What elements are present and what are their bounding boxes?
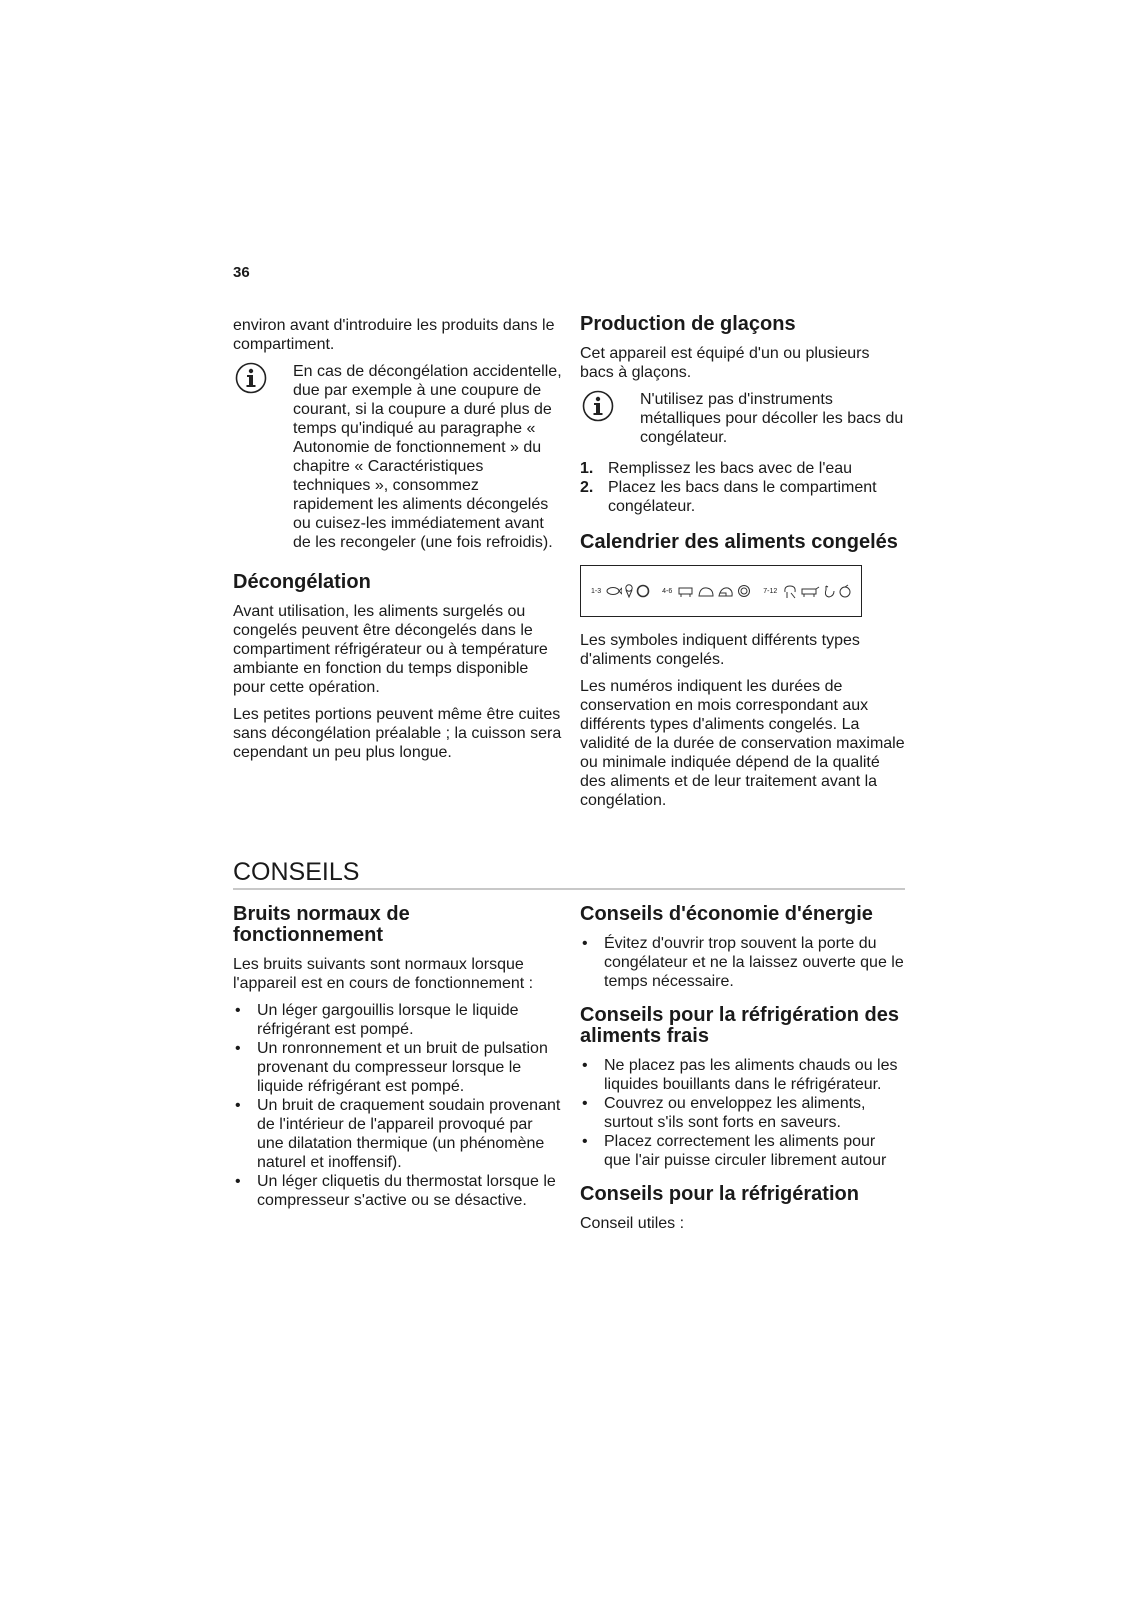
info-note-glacons [580, 390, 905, 447]
heading-bruits: Bruits normaux de fonctionnement [233, 903, 410, 946]
pie-icon [737, 584, 751, 598]
step-item [580, 459, 905, 478]
decongelation-paragraph-1: Avant utilisation, les aliments surgelés ou congelés peuvent être décongelés dans le compartiment réfrigérateur ou à température ambiante en fonction du temps disponible pour cette opération. [233, 603, 548, 696]
heading-refrigeration: Conseils pour la réfrigération [580, 1183, 859, 1205]
bullet: • [235, 1097, 241, 1114]
bullet: • [235, 1173, 241, 1190]
section-title-conseils: CONSEILS [233, 858, 905, 890]
step-item [580, 478, 905, 516]
right-column-top [580, 314, 905, 818]
decongelation-paragraph-2: Les petites portions peuvent même être cuites sans décongélation préalable ; la cuisson sera cependant un peu plus longue. [233, 706, 562, 761]
bread-icon [636, 584, 650, 598]
list-item [233, 1172, 563, 1210]
list-item-text: Évitez d'ouvrir trop souvent la porte du congélateur et ne la laissez ouverte que le temps nécessaire. [604, 935, 904, 990]
bullet: • [582, 935, 588, 952]
list-item [580, 1132, 905, 1170]
fruit-icon [838, 584, 852, 598]
bullet: • [235, 1002, 241, 1019]
glacons-steps [580, 459, 905, 516]
bruits-list [233, 1001, 563, 1210]
list-item [233, 1001, 563, 1039]
energie-list [580, 934, 905, 991]
left-column-bottom [233, 904, 563, 1224]
vegetables-icon [782, 584, 798, 599]
step-text: Remplissez les bacs avec de l'eau [608, 460, 853, 477]
info-icon [580, 390, 640, 447]
pig-icon [677, 585, 695, 598]
page-number: 36 [233, 264, 250, 281]
calendrier-paragraph-2: Les numéros indiquent les durées de conservation en mois correspondant aux différents types d'aliments congelés. La validité de la durée de conservation maximale ou minimale indiquée dépend de la qualité des aliments et de leur traitement avant la congélation. [580, 678, 905, 809]
step-number: 2. [580, 479, 594, 496]
bullet: • [582, 1095, 588, 1112]
list-item-text: Un léger gargouillis lorsque le liquide réfrigérant est pompé. [257, 1002, 519, 1038]
bullet: • [582, 1057, 588, 1074]
list-item [233, 1039, 563, 1096]
list-item [580, 934, 905, 991]
list-item-text: Placez correctement les aliments pour que l'air puisse circuler librement autour [604, 1133, 887, 1169]
left-column-top [233, 316, 563, 770]
heading-frais: Conseils pour la réfrigération des aliments frais [580, 1004, 899, 1047]
bullet: • [582, 1133, 588, 1150]
fish-icon [606, 585, 622, 597]
calendar-months-label: 1-3 [591, 587, 602, 595]
info-note-text: N'utilisez pas d'instruments métalliques pour décoller les bacs du congélateur. [640, 391, 904, 446]
step-text: Placez les bacs dans le compartiment congélateur. [608, 479, 877, 515]
list-item [580, 1094, 905, 1132]
heading-glacons: Production de glaçons [580, 313, 796, 335]
intro-paragraph: environ avant d'introduire les produits dans le compartiment. [233, 317, 555, 353]
chicken-icon [822, 584, 836, 599]
cow-icon [800, 585, 820, 598]
heading-energie: Conseils d'économie d'énergie [580, 903, 873, 925]
calendar-group [763, 582, 852, 601]
list-item-text: Couvrez ou enveloppez les aliments, surtout s'ils sont forts en saveurs. [604, 1095, 866, 1131]
cheese-icon [717, 585, 735, 598]
heading-decongelation: Décongélation [233, 571, 371, 593]
bullet: • [235, 1040, 241, 1057]
calendar-group [662, 582, 751, 601]
refrigeration-paragraph: Conseil utiles : [580, 1215, 685, 1232]
info-note [233, 362, 563, 552]
right-column-bottom [580, 904, 905, 1241]
meat-icon [697, 585, 715, 598]
bruits-intro: Les bruits suivants sont normaux lorsque l'appareil est en cours de fonctionnement : [233, 956, 534, 992]
freezer-calendar-box [580, 565, 862, 617]
calendar-months-label: 7-12 [763, 587, 778, 595]
list-item-text: Un léger cliquetis du thermostat lorsque le compresseur s'active ou se désactive. [257, 1173, 556, 1209]
calendrier-paragraph-1: Les symboles indiquent différents types d'aliments congelés. [580, 632, 860, 668]
list-item-text: Ne placez pas les aliments chauds ou les liquides bouillants dans le réfrigérateur. [604, 1057, 898, 1093]
list-item [233, 1096, 563, 1172]
list-item-text: Un bruit de craquement soudain provenant de l'intérieur de l'appareil provoqué par une dilatation thermique (un phénomène naturel et inoffensif). [257, 1097, 561, 1171]
info-note-text: En cas de décongélation accidentelle, due par exemple à une coupure de courant, si la coupure a duré plus de temps qu'indiqué au paragraphe « Autonomie de fonctionnement » du chapitre « Caractéristiques techniques », consommez rapidement les aliments décongelés ou cuisez-les immédiatement avant de les recongeler (une fois refroidis). [293, 363, 562, 551]
list-item-text: Un ronronnement et un bruit de pulsation provenant du compresseur lorsque le liquide réfrigérant est pompé. [257, 1040, 548, 1095]
info-icon [233, 362, 293, 552]
list-item [580, 1056, 905, 1094]
step-number: 1. [580, 460, 594, 477]
frais-list [580, 1056, 905, 1170]
calendar-months-label: 4-6 [662, 587, 673, 595]
ice-cream-icon [624, 584, 634, 598]
heading-calendrier: Calendrier des aliments congelés [580, 531, 898, 553]
glacons-paragraph: Cet appareil est équipé d'un ou plusieurs bacs à glaçons. [580, 345, 870, 381]
calendar-group [591, 582, 650, 601]
